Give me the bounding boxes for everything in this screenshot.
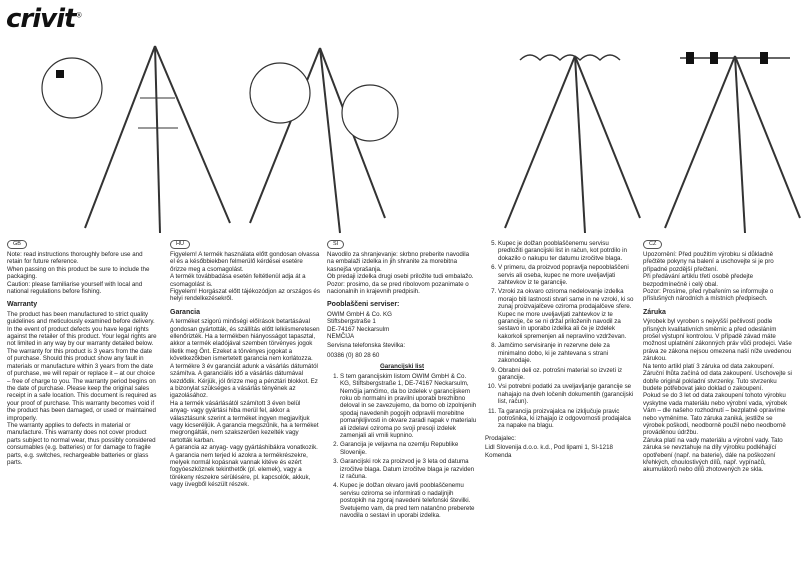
gb-intro: Note: read instructions thoroughly before use and retain for future reference. When passing on this product be sure to include the packaging. Caution: please familiarise yourself with local and national regulations before fishing. xyxy=(7,251,150,296)
si-item: 10. Vsi potrebni podatki za uveljavljanje garancije se nahajajo na dveh ločenih dokumentih (garancijski list, račun). xyxy=(498,383,635,405)
hu-intro: Figyelem! A termék használata előtt gondosan olvassa el és a későbbiekben felmerülő kérdései esetére őrizze meg a csomagolást. A termék továbbadása esetén feltétlenül adja át a csomagolást is. Figyelem! Horgászat előtt tájékozódjon az országos és helyi rendelkezésekről. xyxy=(170,251,320,303)
lang-badge-hu: HU xyxy=(170,240,190,249)
si-item: 6. V primeru, da proizvod popravlja nepooblaščeni servis ali oseba, kupec ne more uveljavljati zahtevkov iz te garancije. xyxy=(498,264,635,286)
lang-badge-si: SI xyxy=(327,240,344,249)
detail-circle-2 xyxy=(250,63,310,123)
clip-1 xyxy=(686,52,694,64)
column-cz xyxy=(643,240,793,476)
si-item: 8. Jamčimo servisiranje in rezervne dele za minimalno dobo, ki je zahtevana s strani zakonodaje. xyxy=(498,342,635,364)
si-phone-label: Servisna telefonska številka: xyxy=(327,342,406,350)
si-phone: 00386 (0) 80 28 60 xyxy=(327,351,380,359)
si-intro: Navodilo za shranjevanje: skrbno preberite navodila na embalaži izdelka in jih shranite za morebitna kasnejša vprašanja. Ob predaji izdelka drugi osebi priložite tudi embalažo. Pozor: prosimo, da se pred ribolovom pozanimate o nacionalnih in krajevnih predpisih. xyxy=(327,251,474,296)
crivit-logo: crivit® xyxy=(6,4,82,34)
lang-badge-cz: CZ xyxy=(643,240,662,249)
si-seller-label: Prodajalec: xyxy=(485,434,516,442)
clip-2 xyxy=(710,52,718,64)
marker-square xyxy=(56,70,64,78)
si-service-address: OWIM GmbH & Co. KG Stiftsbergstraße 1 DE-74167 Neckarsulm NEMČIJA xyxy=(327,310,392,341)
si-item: 11. Ta garancija proizvajalca ne izključuje pravic potrošnika, ki izhajajo iz odgovornosti prodajalca za napake na blagu. xyxy=(498,408,635,430)
si-item: 2. Garancija je veljavna na ozemlju Republike Slovenije. xyxy=(340,441,477,456)
si-garancijski-title: Garancijski list xyxy=(379,363,425,371)
gb-warranty-text: The product has been manufactured to strict quality guidelines and meticulously examined before delivery. In the event of product defects you have legal rights against the retailer of this product. Your legal rights are not limited in any way by our warranty detailed below. The warranty for this product is 3 years from the date of purchase. Should this product show any fault in materials or manufacture within 3 years from the date of purchase, we will repair or replace it – at our choice – free of charge to you. The warranty period begins on the date of purchase. Please keep the original sales receipt in a safe location. This document is required as your proof of purchase. This warranty becomes void if the product has been damaged, or used or maintained improperly. The warranty applies to defects in material or manufacture. This warranty does not cover product parts subject to normal wear, thus possibly considered consumables (e.g. batteries) or for damage to fragile parts, e.g. switches, rechargeable batteries or glass parts. xyxy=(7,310,157,466)
si-item: 1. S tem garancijskim listom OWIM GmbH & Co. KG, Stiftsbergstraße 1, DE-74167 Neckarsulm, Nemčija jamčimo, da bo izdelek v garancijskem roku ob normalni in pravilni uporabi brezhibno deloval in se zavezujemo, da bomo ob izpolnjenih spodaj navedenih pogojih odpravili morebitne pomanjkljivosti in okvare zaradi napak v materialu ali izdelavi oziroma po svoji presoji izdelek zamenjali ali vrnili kupnino. xyxy=(340,373,477,440)
column-gb xyxy=(7,240,157,468)
hu-garancia-title: Garancia xyxy=(170,308,200,316)
hu-garancia-text: A terméket szigorú minőségi előírások betartásával gondosan gyártották, és szállítás előtt lelkiismeretesen ellenőrizték. Ha a termékben hiányosságot tapasztal, akkor a termék eladójával szemben törvényes jogok illetik meg Önt. Ezeket a törvényes jogokat a következőkben ismertetett garancia nem korlátozza. A termékre 3 év garanciát adunk a vásárlás dátumától számítva. A garanciális idő a vásárlás dátumával kezdődik. Kérjük, jól őrizze meg a pénztári blokkot. Ez a bizonylat szükséges a vásárlás tényének az igazolásához. Ha a termék vásárlásától számított 3 éven belül anyag- vagy gyártási hiba merül fel, akkor a választásunk szerint a terméket ingyen megjavítjuk vagy kicseréljük. A garancia megszűnik, ha a terméket megrongálták, nem szakszerűen kezelték vagy tartották karban. A garancia az anyag- vagy gyártáshibákra vonatkozik. A garancia nem terjed ki azokra a termékrészekre, melyek normál kopásnak vannak kitéve és ezért fogyóeszköznek tekinthetők (pl. elemek), vagy a törékeny részekre sérülésére, pl. kapcsolók, akkuk, vagy üvegből készült részek. xyxy=(170,318,320,489)
tripod-illustrations xyxy=(0,38,802,238)
si-service-title: Pooblaščeni serviser: xyxy=(327,301,400,309)
cz-zaruka-title: Záruka xyxy=(643,308,666,316)
si-item: 7. Vzroki za okvaro oziroma nedelovanje izdelka morajo biti lastnosti stvari same in ne vzroki, ki so zunaj proizvajalčeve oziroma prodajalčeve sfere. Kupec ne more uveljavljati zahtevkov iz te garancije, če se ni držal priloženih navodil za sestavo in uporabo izdelka ali če je izdelek kakorkoli spremenjen ali nepravilno vzdrževan. xyxy=(498,288,635,340)
cz-intro: Upozornění: Před použitím výrobku si důkladně přečtěte pokyny na balení a uschovejte si je pro případné pozdější přečtení. Při předávání artiklu třetí osobě předejte bezpodmínečně i celý obal. Pozor: Prosíme, před rybařením se informujte o příslušných národních a místních předpisech. xyxy=(643,251,774,303)
detail-circle-1 xyxy=(42,58,102,118)
si-item: 9. Obrabni deli oz. potrošni material so izvzeti iz garancije. xyxy=(498,367,635,382)
si-item: 3. Garancijski rok za proizvod je 3 leta od datuma izročitve blaga. Datum izročitve blaga je razviden iz računa. xyxy=(340,458,477,480)
cz-zaruka-text: Výrobek byl vyroben s nejvyšší pečlivostí podle přísných kvalitativních směrnic a před odesláním prošel výstupní kontrolou. V případě závad máte možnost uplatnění zákonných práv vůči prodejci. Vaše práva ze zákona nejsou omezena naší níže uvedenou zárukou. Na tento artikl platí 3 záruka od data zakoupení. Záruční lhůta začíná od data zakoupení. Uschovejte si dobře originál pokladní stvrzenky. Tuto stvrzenku budete potřebovat jako doklad o zakoupení. Pokud se do 3 let od data zakoupení tohoto výrobku vyskytne vada materiálu nebo výrobní vada, výrobek Vám – dle našeho rozhodnutí – bezplatně opravíme nebo vyměníme. Tato záruka zaniká, jestliže se výrobek poškodí, neodborně použil nebo neodborně prováděnou údržbu. Záruka platí na vady materiálu a výrobní vady. Tato záruka se nevztahuje na díly výrobku podléhající opotřebení (např. na baterie), dále na poškození křehkých, choulostivých dílů, např. vypínačů, akumulátorů nebo dílů zhotovených ze skla. xyxy=(643,318,792,474)
column-hu xyxy=(170,240,320,491)
gb-warranty-title: Warranty xyxy=(7,301,38,309)
column-si-continued xyxy=(485,240,635,461)
si-seller: Lidl Slovenija d.o.o. k.d., Pod lipami 1, SI-1218 Komenda xyxy=(485,444,613,459)
si-item: 5. Kupec je dolžan pooblaščenemu servisu predložiti garancijski list in račun, kot potrdilo in dokazilo o nakupu ter datumu izročitve blaga. xyxy=(498,240,635,262)
detail-circle-3 xyxy=(342,85,398,141)
si-item: 4. Kupec je dolžan okvaro javiti pooblaščenemu servisu oziroma se informirati o nadaljnjih postopkih na zgoraj navedeni telefonski številki. Svetujemo vam, da pred tem natančno preberete navodila o sestavi in uporabi izdelka. xyxy=(340,482,477,519)
clip-3 xyxy=(760,52,768,64)
column-si xyxy=(327,240,477,521)
lang-badge-gb: GB xyxy=(7,240,27,249)
